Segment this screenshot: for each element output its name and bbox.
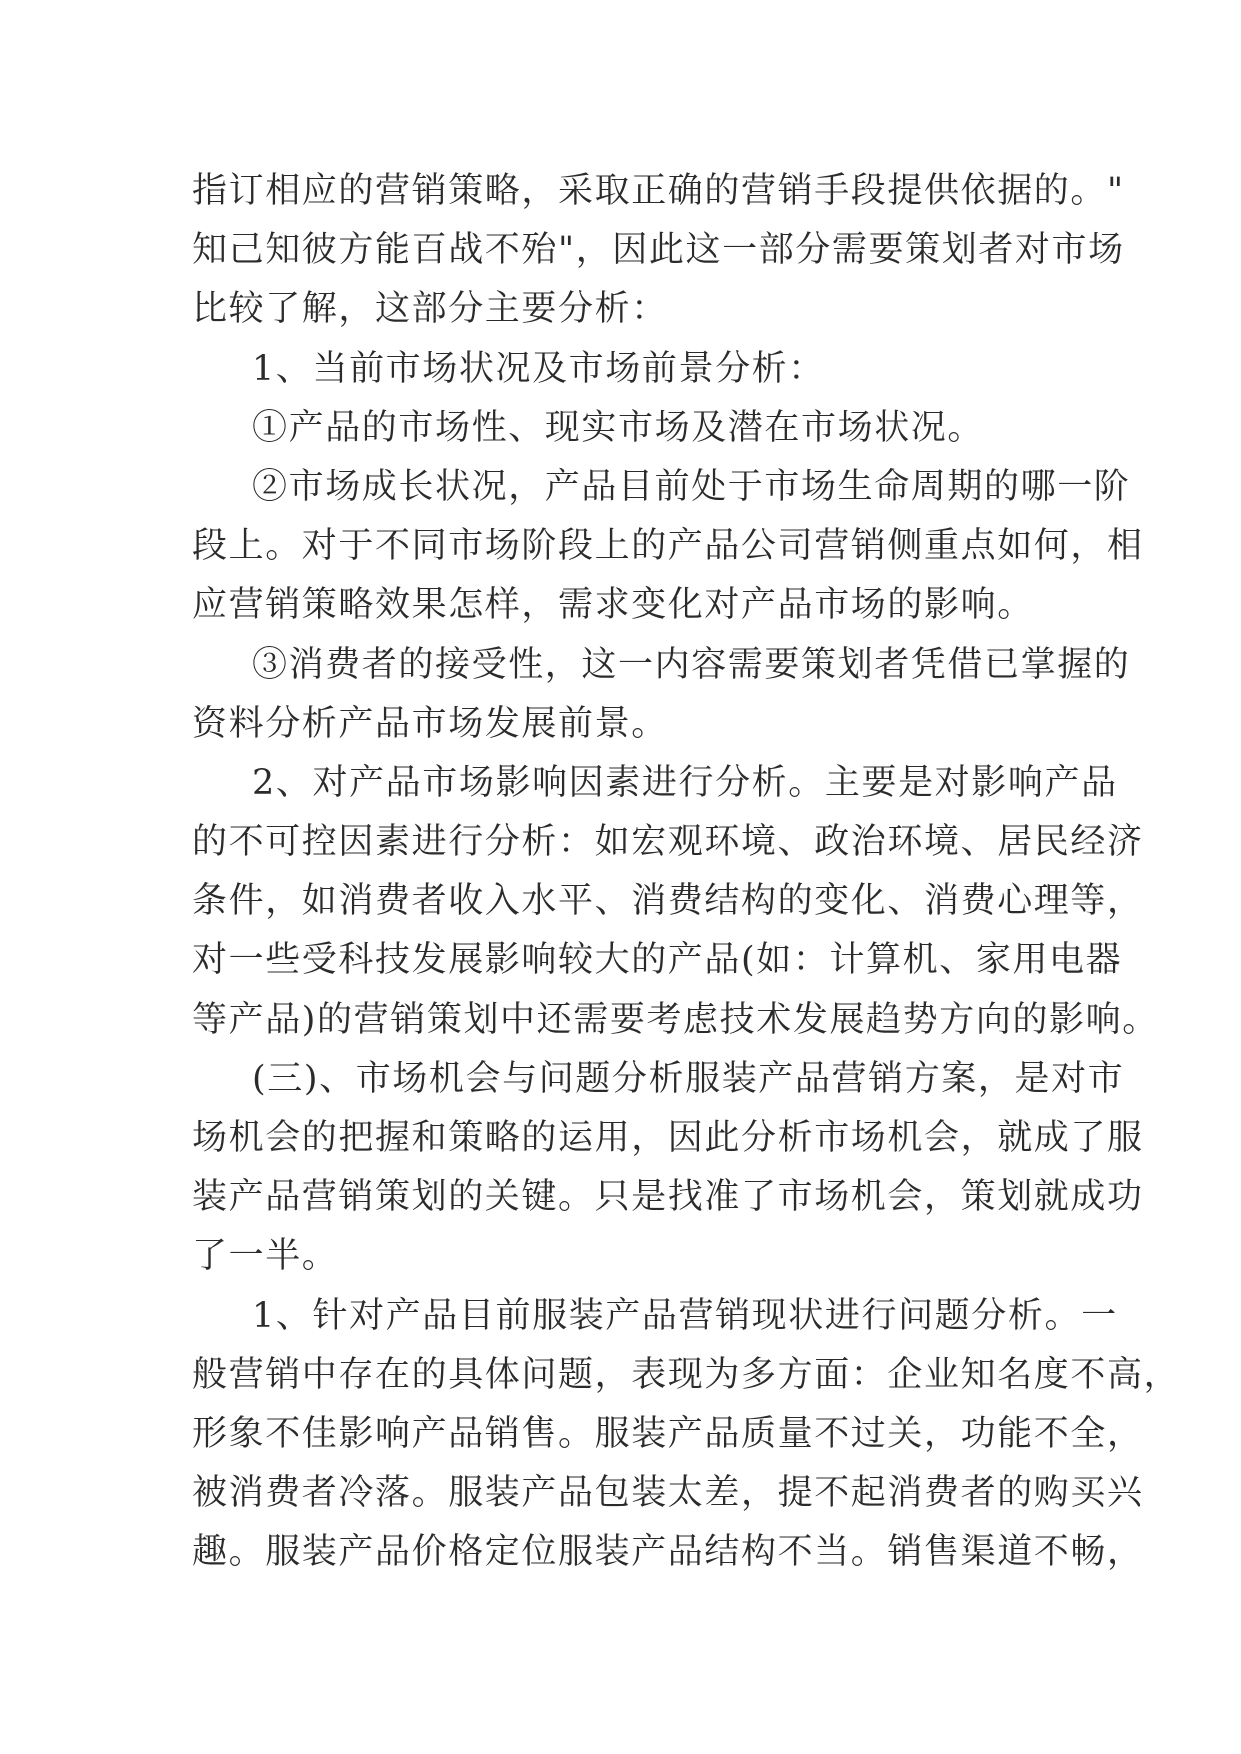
text-line: 应营销策略效果怎样，需求变化对产品市场的影响。 xyxy=(192,585,1034,626)
text-line: 段上。对于不同市场阶段上的产品公司营销侧重点如何，相 xyxy=(192,526,1144,567)
text-line: 对一些受科技发展影响较大的产品(如：计算机、家用电器 xyxy=(192,940,1123,981)
text-line: 条件，如消费者收入水平、消费结构的变化、消费心理等， xyxy=(192,881,1144,922)
section-heading-2: 2、对产品市场影响因素进行分析。主要是对影响产品 xyxy=(252,762,1118,803)
text-line: 场机会的把握和策略的运用，因此分析市场机会，就成了服 xyxy=(192,1118,1144,1158)
text-line: 了一半。 xyxy=(192,1236,339,1277)
text-line: 比较了解，这部分主要分析： xyxy=(192,289,668,330)
list-item-3: ③消费者的接受性，这一内容需要策划者凭借已掌握的 xyxy=(252,644,1131,685)
text-line: 趣。服装产品价格定位服装产品结构不当。销售渠道不畅， xyxy=(192,1532,1144,1573)
list-item-2: ②市场成长状况，产品目前处于市场生命周期的哪一阶 xyxy=(252,466,1131,507)
text-line: 被消费者冷落。服装产品包装太差，提不起消费者的购买兴 xyxy=(192,1473,1144,1514)
text-line: 指订相应的营销策略，采取正确的营销手段提供依据的。" xyxy=(192,171,1125,211)
text-line: 知己知彼方能百战不殆"，因此这一部分需要策划者对市场 xyxy=(192,230,1125,271)
text-line: 的不可控因素进行分析：如宏观环境、政治环境、居民经济 xyxy=(192,822,1144,863)
section-heading-3: (三)、市场机会与问题分析服装产品营销方案，是对市 xyxy=(252,1058,1125,1099)
text-line: 形象不佳影响产品销售。服装产品质量不过关，功能不全， xyxy=(192,1413,1144,1454)
section-heading-1: 1、当前市场状况及市场前景分析： xyxy=(252,348,825,389)
document-body xyxy=(192,162,1181,1583)
list-item-1: ①产品的市场性、现实市场及潜在市场状况。 xyxy=(252,407,985,448)
section-heading-4: 1、针对产品目前服装产品营销现状进行问题分析。一 xyxy=(252,1295,1118,1336)
text-line: 等产品)的营销策划中还需要考虑技术发展趋势方向的影响。 xyxy=(192,999,1159,1040)
text-line: 装产品营销策划的关键。只是找准了市场机会，策划就成功 xyxy=(192,1177,1144,1218)
text-line: 般营销中存在的具体问题，表现为多方面：企业知名度不高， xyxy=(192,1354,1181,1395)
text-line: 资料分析产品市场发展前景。 xyxy=(192,703,668,744)
